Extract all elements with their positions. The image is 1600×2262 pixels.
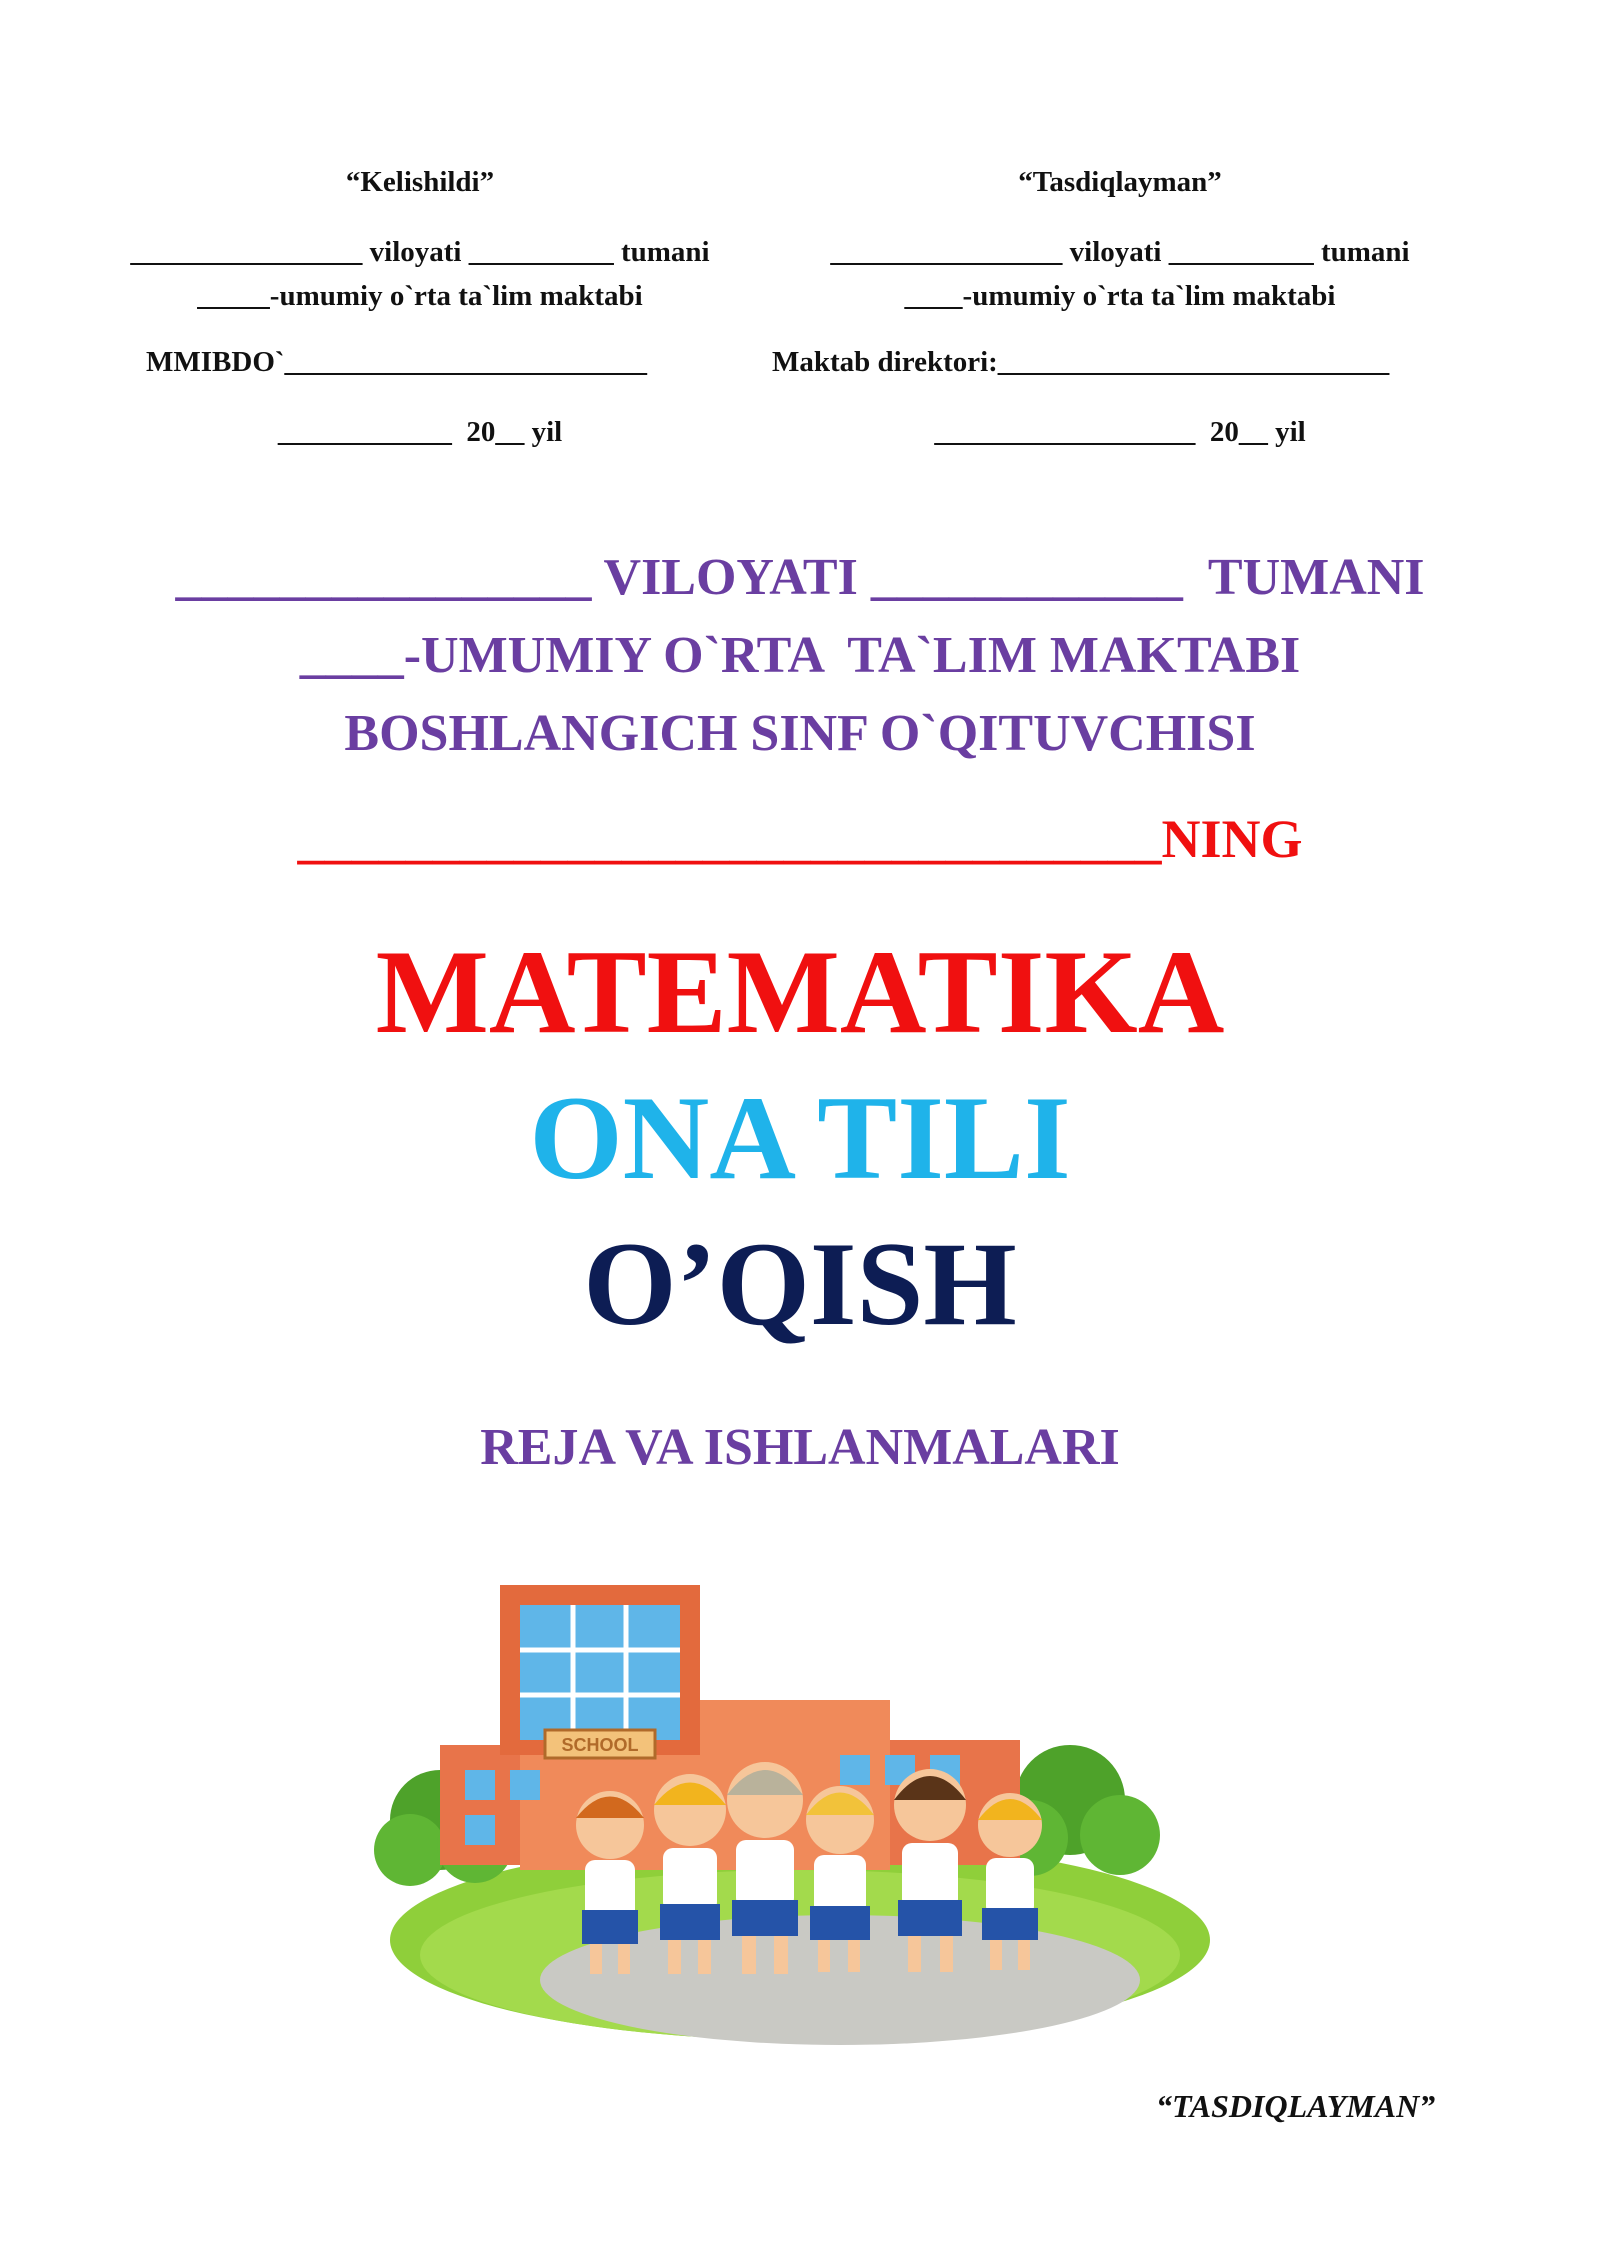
ning-suffix: NING	[1161, 809, 1303, 869]
left-mmibdo-line: MMIBDO`_________________________	[146, 346, 648, 378]
right-director-line: Maktab direktori:___________________________	[772, 346, 1390, 378]
footer-approval: “TASDIQLAYMAN”	[1156, 2088, 1436, 2124]
subject-oqish: O’QISH	[583, 1217, 1017, 1350]
left-year-line: ____________ 20__ yil	[277, 416, 563, 448]
right-year-line: __________________ 20__ yil	[934, 416, 1306, 448]
subtitle: REJA VA ISHLANMALARI	[480, 1419, 1120, 1476]
teacher-name-blank: ________________________________	[297, 809, 1162, 869]
right-school-line: ____-umumiy o`rta ta`lim maktabi	[904, 280, 1336, 312]
right-region-line: ________________ viloyati __________ tumani	[830, 236, 1410, 268]
subject-matematika: MATEMATIKA	[375, 925, 1225, 1058]
left-school-line: _____-umumiy o`rta ta`lim maktabi	[197, 280, 643, 312]
school-children-illustration	[370, 1570, 1220, 2060]
left-heading: “Kelishildi”	[345, 166, 495, 198]
school-sign-text: SCHOOL	[561, 1735, 639, 1755]
teacher-name-line	[60, 808, 1540, 870]
right-heading: “Tasdiqlayman”	[1018, 166, 1222, 198]
teacher-title-line: BOSHLANGICH SINF O`QITUVCHISI	[344, 705, 1256, 762]
left-region-line: ________________ viloyati __________ tumani	[130, 236, 710, 268]
school-name-line: ____-UMUMIY O`RTA TA`LIM MAKTABI	[299, 627, 1301, 684]
subject-ona-tili: ONA TILI	[529, 1071, 1071, 1204]
school-region-line: ________________ VILOYATI ____________ TUMANI	[175, 549, 1425, 606]
